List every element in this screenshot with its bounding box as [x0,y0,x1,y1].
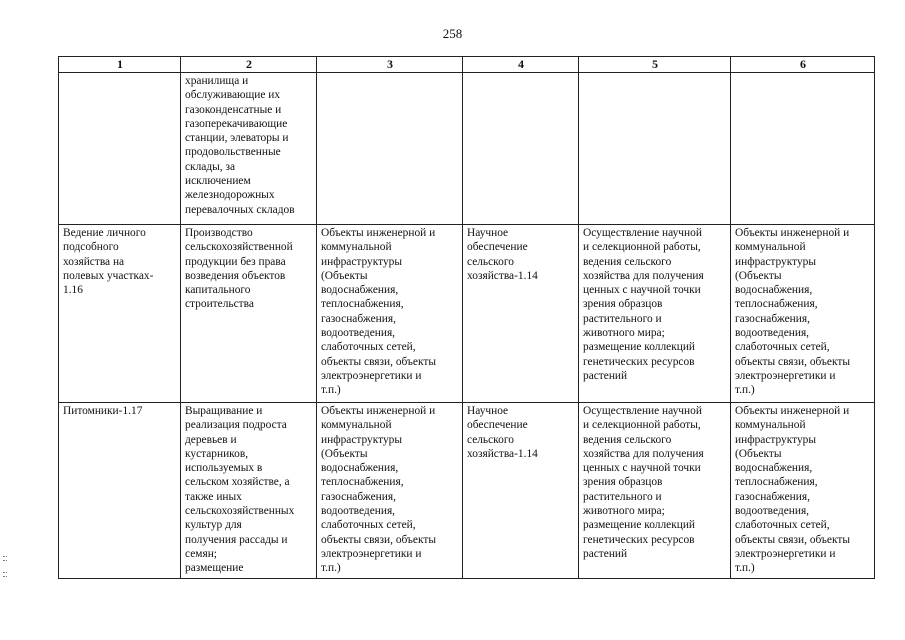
column-header-4: 4 [463,57,579,73]
table-cell [579,403,731,579]
table-cell [317,403,463,579]
table-cell [59,403,181,579]
cell-text: Осуществление научной и селекционной работы, ведения сельского хозяйства для получения ценных с научной точки зрения образцов растительного и животного мира; размещение коллекций генетических ресурсов растений [583,405,704,560]
cell-text: Осуществление научной и селекционной работы, ведения сельского хозяйства для получения ценных с научной точки зрения образцов растительного и животного мира; размещение коллекций генетических ресурсов растений [583,227,704,382]
table-row [59,73,875,225]
cell-text: хранилища и обслуживающие их газоконденсатные и газоперекачивающие станции, элеваторы и продовольственные склады, за исключением железнодорожных перевалочных складов [185,75,295,216]
land-use-table [58,56,875,579]
cell-text: Научное обеспечение сельского хозяйства-1.14 [467,227,538,282]
column-header-3: 3 [317,57,463,73]
table-row [59,225,875,403]
cell-text: Объекты инженерной и коммунальной инфраструктуры (Объекты водоснабжения, теплоснабжения, газоснабжения, водоотведения, слаботочных сетей, объекты связи, объекты электроэнергетики и т.п.) [735,405,850,575]
table-cell [181,403,317,579]
table-cell [579,73,731,225]
cell-text: Ведение личного подсобного хозяйства на полевых участках- 1.16 [63,227,154,297]
table-row [59,403,875,579]
cell-text: Производство сельскохозяйственной продукции без права возведения объектов капитального строительства [185,227,293,311]
table-cell [317,73,463,225]
cell-text: Выращивание и реализация подроста деревьев и кустарников, используемых в сельском хозяйстве, а также иных сельскохозяйственных культур для получения рассады и семян; размещение [185,405,295,575]
table-cell [59,73,181,225]
table-cell [181,225,317,403]
cell-text: Объекты инженерной и коммунальной инфраструктуры (Объекты водоснабжения, теплоснабжения, газоснабжения, водоотведения, слаботочных сетей, объекты связи, объекты электроэнергетики и т.п.) [321,405,436,575]
column-header-6: 6 [731,57,875,73]
table-cell [731,403,875,579]
column-header-5: 5 [579,57,731,73]
table-cell [463,225,579,403]
table-cell [731,225,875,403]
table-cell [59,225,181,403]
cell-text: Объекты инженерной и коммунальной инфраструктуры (Объекты водоснабжения, теплоснабжения, газоснабжения, водоотведения, слаботочных сетей, объекты связи, объекты электроэнергетики и т.п.) [735,227,850,397]
page-number: 258 [442,26,463,41]
column-header-2: 2 [181,57,317,73]
table-cell [579,225,731,403]
scan-margin-mark [3,556,7,561]
table-cell [317,225,463,403]
table-cell [181,73,317,225]
cell-text: Питомники-1.17 [63,405,143,417]
header-row [59,57,875,73]
table-cell [463,403,579,579]
table-cell [463,73,579,225]
cell-text: Научное обеспечение сельского хозяйства-1.14 [467,405,538,460]
column-header-1: 1 [59,57,181,73]
scan-margin-mark [3,572,7,577]
cell-text: Объекты инженерной и коммунальной инфраструктуры (Объекты водоснабжения, теплоснабжения, газоснабжения, водоотведения, слаботочных сетей, объекты связи, объекты электроэнергетики и т.п.) [321,227,436,397]
table-cell [731,73,875,225]
